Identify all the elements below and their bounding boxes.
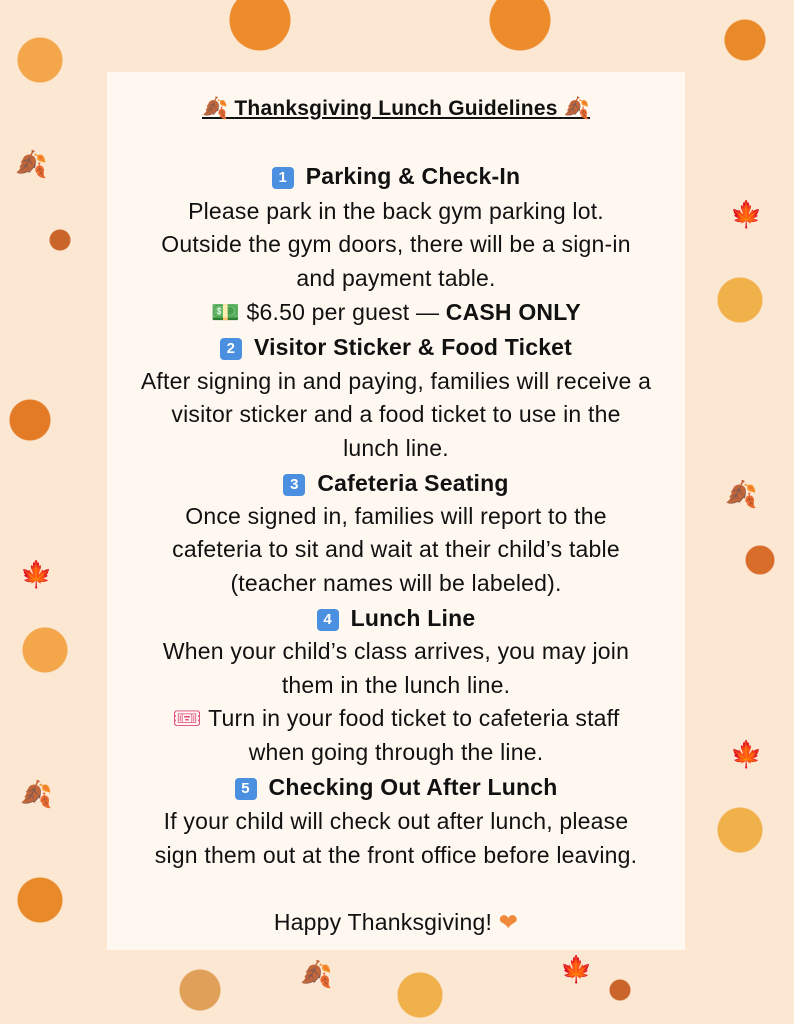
guidelines-panel — [107, 72, 685, 950]
page-title — [107, 91, 685, 126]
body-line: Outside the gym doors, there will be a sign-in — [161, 231, 631, 257]
ticket-icon: 🎟 — [172, 706, 202, 732]
heading-text: Cafeteria Seating — [317, 470, 509, 496]
body-line: When your child’s class arrives, you may join — [162, 638, 630, 664]
keycap-3-icon: 3 — [283, 474, 305, 496]
body-line: lunch line. — [343, 435, 449, 461]
section-heading — [107, 770, 685, 804]
body-line: Please park in the back gym parking lot. — [188, 198, 604, 224]
leaf-icon: 🍁 — [730, 740, 763, 770]
body-line: Once signed in, families will report to the — [185, 503, 607, 529]
section-heading — [107, 466, 685, 500]
heading-text: Lunch Line — [350, 605, 476, 631]
body-line: If your child will check out after lunch, please — [163, 808, 629, 834]
keycap-1-icon: 1 — [272, 167, 294, 189]
maple-leaf-icon: 🍂 — [563, 96, 590, 120]
keycap-5-icon: 5 — [235, 778, 257, 800]
leaf-icon: 🍂 — [725, 480, 758, 510]
body-line: sign them out at the front office before leaving. — [154, 842, 638, 868]
section-heading — [107, 601, 685, 635]
orange-heart-icon: ❤ — [498, 910, 519, 936]
closing-line — [107, 905, 685, 940]
keycap-2-icon: 2 — [220, 338, 242, 360]
body-line: them in the lunch line. — [281, 672, 511, 698]
keycap-4-icon: 4 — [317, 609, 339, 631]
heading-text: Parking & Check-In — [305, 163, 521, 189]
maple-leaf-icon: 🍂 — [202, 96, 229, 120]
leaf-icon: 🍂 — [20, 780, 53, 810]
body-line: After signing in and paying, families will receive a — [140, 368, 652, 394]
closing-text: Happy Thanksgiving! — [273, 909, 493, 935]
section-heading — [107, 159, 685, 193]
body-line: and payment table. — [296, 265, 496, 291]
heading-text: Checking Out After Lunch — [268, 774, 558, 800]
cash-only: CASH ONLY — [445, 299, 581, 325]
body-line: visitor sticker and a food ticket to use in the — [171, 401, 621, 427]
leaf-icon: 🍂 — [300, 960, 333, 990]
body-line: when going through the line. — [248, 739, 544, 765]
ticket-line — [107, 701, 685, 736]
money-icon: 💵 — [211, 300, 240, 326]
leaf-icon: 🍁 — [560, 955, 593, 985]
body-line: cafeteria to sit and wait at their child’s table — [172, 536, 620, 562]
body-line: (teacher names will be labeled). — [230, 570, 562, 596]
leaf-icon: 🍁 — [730, 200, 763, 230]
leaf-icon: 🍁 — [20, 560, 53, 590]
leaf-icon: 🍂 — [15, 150, 48, 180]
ticket-text: Turn in your food ticket to cafeteria staff — [208, 705, 620, 731]
price-text: $6.50 per guest — — [246, 299, 446, 325]
heading-text: Visitor Sticker & Food Ticket — [253, 334, 573, 360]
title-text: Thanksgiving Lunch Guidelines — [234, 97, 558, 120]
section-heading — [107, 330, 685, 364]
price-line — [107, 295, 685, 330]
